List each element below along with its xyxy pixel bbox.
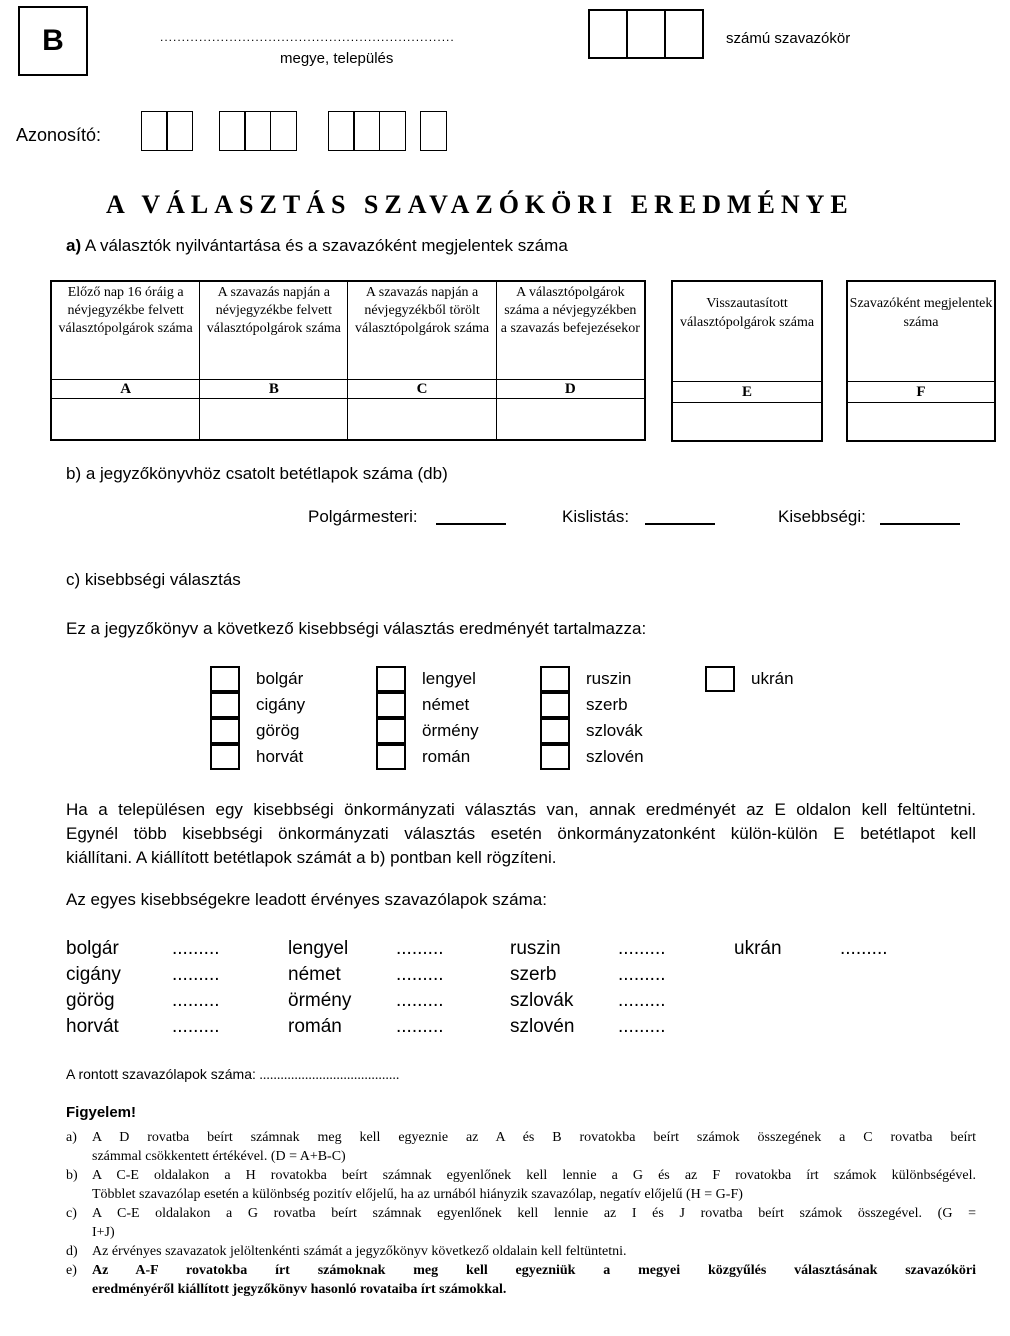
label-szloven: szlovén	[586, 747, 644, 766]
minority-checklist-col4	[705, 666, 794, 692]
section-a-label: a)	[66, 236, 82, 255]
label-ukran: ukrán	[751, 669, 794, 688]
item-c-line2: I+J)	[92, 1225, 115, 1240]
checkbox-szlovak[interactable]	[540, 718, 570, 744]
minority-checklist-col1	[210, 666, 305, 770]
kislistas-label: Kislistás:	[562, 507, 630, 526]
vv-label-szloven: szlovén	[510, 1016, 575, 1037]
vv-field-szlovak[interactable]: .........	[618, 990, 666, 1011]
figyelem-item-b	[66, 1166, 976, 1204]
checkbox-horvat[interactable]	[210, 744, 240, 770]
spoiled-field[interactable]: ........................................	[259, 1068, 400, 1083]
spoiled-ballots	[66, 1066, 399, 1084]
item-c-line1: A C-E oldalakon a G rovatba beírt számnak egyenlőnek kell lennie az I és J rovatba beírt számok összegével. (G =	[92, 1206, 976, 1221]
kisebbsegi-field[interactable]	[880, 523, 960, 525]
district-label: számú szavazókör	[726, 30, 851, 47]
vv-field-szloven[interactable]: .........	[618, 1016, 666, 1037]
box-e-letter: E	[673, 382, 821, 403]
label-nemet: német	[422, 695, 470, 714]
vv-label-szerb: szerb	[510, 964, 557, 985]
col-c-input[interactable]	[348, 398, 496, 440]
box-f	[846, 280, 996, 442]
item-d-line1: Az érvényes szavazatok jelöltenkénti számát a jegyzőkönyv következő oldalain kell feltüntetni.	[92, 1244, 627, 1259]
checkbox-bolgar[interactable]	[210, 666, 240, 692]
item-b-line2: Többlet szavazólap esetén a különbség pozitív előjelű, ha az urnából hiányzik szavazólap, negatív előjelű (H = G-F)	[92, 1187, 743, 1202]
marker-d: d)	[66, 1244, 78, 1259]
vv-label-gorog: görög	[66, 990, 115, 1011]
item-e-line2: eredményéről kiállított jegyzőkönyv hasonló rovataiba írt számokkal.	[92, 1282, 507, 1297]
id-group-1[interactable]	[142, 111, 193, 151]
figyelem-item-d	[66, 1242, 976, 1261]
col-c-letter: C	[348, 379, 496, 398]
marker-c: c)	[66, 1206, 77, 1221]
location-dots: ....................................................................	[160, 30, 455, 44]
vv-label-horvat: horvát	[66, 1016, 119, 1037]
box-f-input[interactable]	[848, 403, 994, 441]
vv-label-lengyel: lengyel	[288, 938, 349, 959]
kislistas-field[interactable]	[645, 523, 715, 525]
id-group-4[interactable]	[421, 111, 447, 151]
checkbox-lengyel[interactable]	[376, 666, 406, 692]
col-b-letter: B	[200, 379, 348, 398]
page-code-box	[18, 6, 88, 76]
azonosito-label: Azonosító:	[16, 125, 102, 145]
col-d-header: A választópolgárok száma a névjegyzékben a szavazás befejezésekor	[496, 281, 645, 379]
figyelem-list	[66, 1128, 976, 1299]
label-roman: román	[422, 747, 471, 766]
col-a-input[interactable]	[51, 398, 200, 440]
page-code: B	[42, 24, 64, 57]
label-gorog: görög	[256, 721, 300, 740]
box-e-input[interactable]	[673, 403, 821, 441]
digit-box[interactable]	[626, 9, 666, 59]
figyelem-item-c	[66, 1204, 976, 1242]
section-a-text: A választók nyilvántartása és a szavazóként megjelentek száma	[84, 236, 568, 255]
vv-label-roman: román	[288, 1016, 342, 1037]
marker-a: a)	[66, 1130, 77, 1145]
megye-label: megye, település	[280, 50, 394, 67]
label-cigany: cigány	[256, 695, 306, 714]
label-horvat: horvát	[256, 747, 304, 766]
vv-label-ormeny: örmény	[288, 990, 352, 1011]
section-a-heading	[66, 236, 568, 256]
label-ruszin: ruszin	[586, 669, 632, 688]
vv-field-gorog[interactable]: .........	[172, 990, 220, 1011]
spoiled-label: A rontott szavazólapok száma:	[66, 1066, 256, 1082]
paragraph-line-3: kiállítani. A kiállított betétlapok számát a b) pontban kell rögzíteni.	[66, 848, 557, 867]
label-bolgar: bolgár	[256, 669, 304, 688]
valid-votes-heading: Az egyes kisebbségekre leadott érvényes szavazólapok száma:	[66, 890, 547, 909]
vv-field-ormeny[interactable]: .........	[396, 990, 444, 1011]
col-a-letter: A	[51, 379, 200, 398]
kisebbsegi-label: Kisebbségi:	[778, 507, 866, 526]
col-d-input[interactable]	[496, 398, 645, 440]
label-szlovak: szlovák	[586, 721, 643, 740]
box-f-header: Szavazóként megjelentek száma	[848, 282, 994, 382]
box-e	[671, 280, 823, 442]
minority-checklist-col3	[540, 666, 644, 770]
item-a-line1: A D rovatba beírt számnak meg kell egyeznie az A és B rovatokba beírt számok összegének a C rovatba beírt	[92, 1130, 976, 1145]
item-a-line2: számmal csökkentett értékével. (D = A+B-C)	[92, 1149, 346, 1164]
section-c-intro: Ez a jegyzőkönyv a következő kisebbségi választás eredményét tartalmazza:	[66, 619, 647, 638]
item-e-line1: Az A-F rovatokba írt számoknak meg kell egyezniük a megyei közgyűlés választásának szavazóköri	[92, 1263, 976, 1278]
checkbox-ormeny[interactable]	[376, 718, 406, 744]
label-ormeny: örmény	[422, 721, 479, 740]
figyelem-item-e	[66, 1261, 976, 1299]
vv-label-cigany: cigány	[66, 964, 121, 985]
checkbox-roman[interactable]	[376, 744, 406, 770]
digit-box[interactable]	[664, 9, 704, 59]
polgarmesteri-label: Polgármesteri:	[308, 507, 418, 526]
vv-field-roman[interactable]: .........	[396, 1016, 444, 1037]
item-b-line1: A C-E oldalakon a H rovatokba beírt számnak egyenlőnek kell lennie a G és az F rovatokba írt számok különbségével.	[92, 1168, 976, 1183]
marker-e: e)	[66, 1263, 77, 1278]
checkbox-ukran[interactable]	[705, 666, 735, 692]
paragraph-line-1: Ha a településen egy kisebbségi önkormányzati választás van, annak eredményét az E oldalon kell feltüntetni.	[66, 800, 976, 819]
col-b-header: A szavazás napján a névjegyzékbe felvett választópolgárok száma	[200, 281, 348, 379]
page-title: A VÁLASZTÁS SZAVAZÓKÖRI EREDMÉNYE	[106, 190, 854, 219]
instruction-paragraph	[66, 798, 976, 870]
col-c-header: A szavazás napján a névjegyzékből törölt választópolgárok száma	[348, 281, 496, 379]
digit-box[interactable]	[588, 9, 628, 59]
vv-label-ukran: ukrán	[734, 938, 782, 959]
checkbox-ruszin[interactable]	[540, 666, 570, 692]
col-a-header: Előző nap 16 óráig a névjegyzékbe felvett választópolgárok száma	[51, 281, 200, 379]
district-number-boxes[interactable]	[590, 9, 704, 59]
paragraph-line-2: Egynél több kisebbségi önkormányzati választás esetén önkormányzatonként külön-külön E betétlapot kell	[66, 824, 976, 843]
box-e-header: Visszautasított választópolgárok száma	[673, 282, 821, 382]
polgarmesteri-field[interactable]	[436, 523, 506, 525]
col-d-letter: D	[496, 379, 645, 398]
vv-field-horvat[interactable]: .........	[172, 1016, 220, 1037]
registry-table	[50, 280, 646, 441]
vv-label-szlovak: szlovák	[510, 990, 574, 1011]
checkbox-szerb[interactable]	[540, 692, 570, 718]
vv-field-ruszin[interactable]: .........	[618, 938, 666, 959]
vv-field-lengyel[interactable]: .........	[396, 938, 444, 959]
checkbox-szloven[interactable]	[540, 744, 570, 770]
checkbox-gorog[interactable]	[210, 718, 240, 744]
id-group-3[interactable]	[329, 111, 406, 151]
figyelem-title: Figyelem!	[66, 1104, 137, 1121]
vv-field-ukran[interactable]: .........	[840, 938, 888, 959]
col-b-input[interactable]	[200, 398, 348, 440]
id-group-2[interactable]	[220, 111, 297, 151]
vv-label-ruszin: ruszin	[510, 938, 561, 959]
figyelem-item-a	[66, 1128, 976, 1166]
checkbox-cigany[interactable]	[210, 692, 240, 718]
vv-field-nemet[interactable]: .........	[396, 964, 444, 985]
label-szerb: szerb	[586, 695, 628, 714]
vv-field-bolgar[interactable]: .........	[172, 938, 220, 959]
label-lengyel: lengyel	[422, 669, 476, 688]
vv-label-nemet: német	[288, 964, 341, 985]
section-b-heading: b) a jegyzőkönyvhöz csatolt betétlapok száma (db)	[66, 464, 448, 483]
vv-field-szerb[interactable]: .........	[618, 964, 666, 985]
valid-votes-grid	[66, 936, 946, 1040]
checkbox-nemet[interactable]	[376, 692, 406, 718]
section-c-heading: c) kisebbségi választás	[66, 570, 241, 589]
vv-label-bolgar: bolgár	[66, 938, 119, 959]
vv-field-cigany[interactable]: .........	[172, 964, 220, 985]
minority-checklist-col2	[376, 666, 479, 770]
marker-b: b)	[66, 1168, 78, 1183]
box-f-letter: F	[848, 382, 994, 403]
